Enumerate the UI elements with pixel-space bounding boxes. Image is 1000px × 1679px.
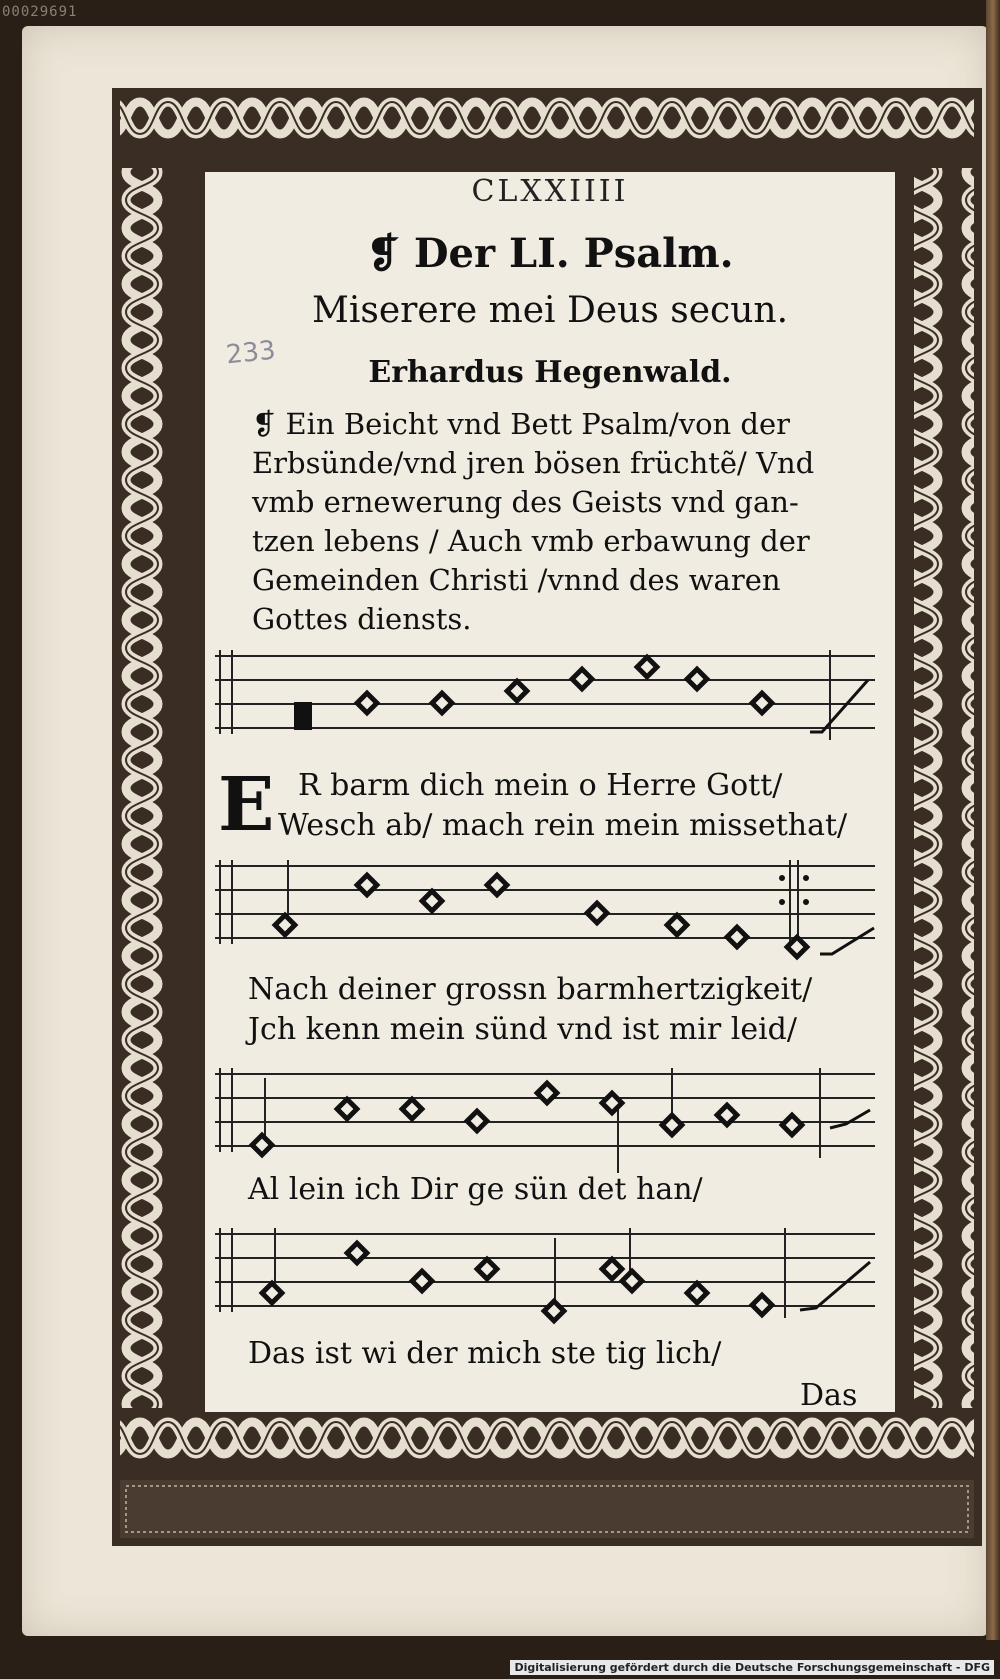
- intro-paragraph: [252, 405, 852, 639]
- intro-line: ❡ Ein Beicht vnd Bett Psalm/von der: [252, 407, 791, 441]
- intro-line: tzen lebens / Auch vmb erbawung der: [252, 524, 810, 558]
- folio-number: CLXXIIII: [471, 174, 629, 209]
- intro-line: vmb ernewerung des Geists vnd gan-: [252, 485, 799, 519]
- intro-line: Gemeinden Christi /vnnd des waren: [252, 563, 781, 597]
- archive-number: 00029691: [2, 4, 78, 20]
- lyric-line: Jch kenn mein sünd vnd ist mir leid/: [248, 1012, 797, 1047]
- music-staff-2: [210, 850, 880, 970]
- music-staff-1: [210, 640, 880, 760]
- psalm-subtitle: Miserere mei Deus secun.: [311, 290, 789, 331]
- margin-note: 233: [224, 335, 278, 371]
- lyric-line: R barm dich mein o Herre Gott/: [298, 768, 783, 803]
- psalm-title: ❡ Der LI. Psalm.: [366, 230, 734, 277]
- lyric-line: Nach deiner grossn barmhertzigkeit/: [248, 972, 813, 1007]
- lyric-line: Wesch ab/ mach rein mein missethat/: [278, 808, 848, 843]
- intro-line: Erbsünde/vnd jren bösen früchtẽ/ Vnd: [252, 446, 815, 480]
- author-name: Erhardus Hegenwald.: [368, 355, 732, 390]
- drop-capital: E: [218, 762, 275, 848]
- dfg-credit: Digitalisierung gefördert durch die Deutsche Forschungsgemeinschaft - DFG: [510, 1660, 994, 1675]
- music-staff-4: [210, 1218, 880, 1338]
- catchword: Das: [800, 1378, 858, 1413]
- lyric-line: Al lein ich Dir ge sün det han/: [248, 1172, 703, 1207]
- intro-line: Gottes diensts.: [252, 602, 472, 636]
- book-spine: [986, 0, 1000, 1640]
- lyric-line: Das ist wi der mich ste tig lich/: [248, 1336, 722, 1371]
- music-staff-3: [210, 1058, 880, 1178]
